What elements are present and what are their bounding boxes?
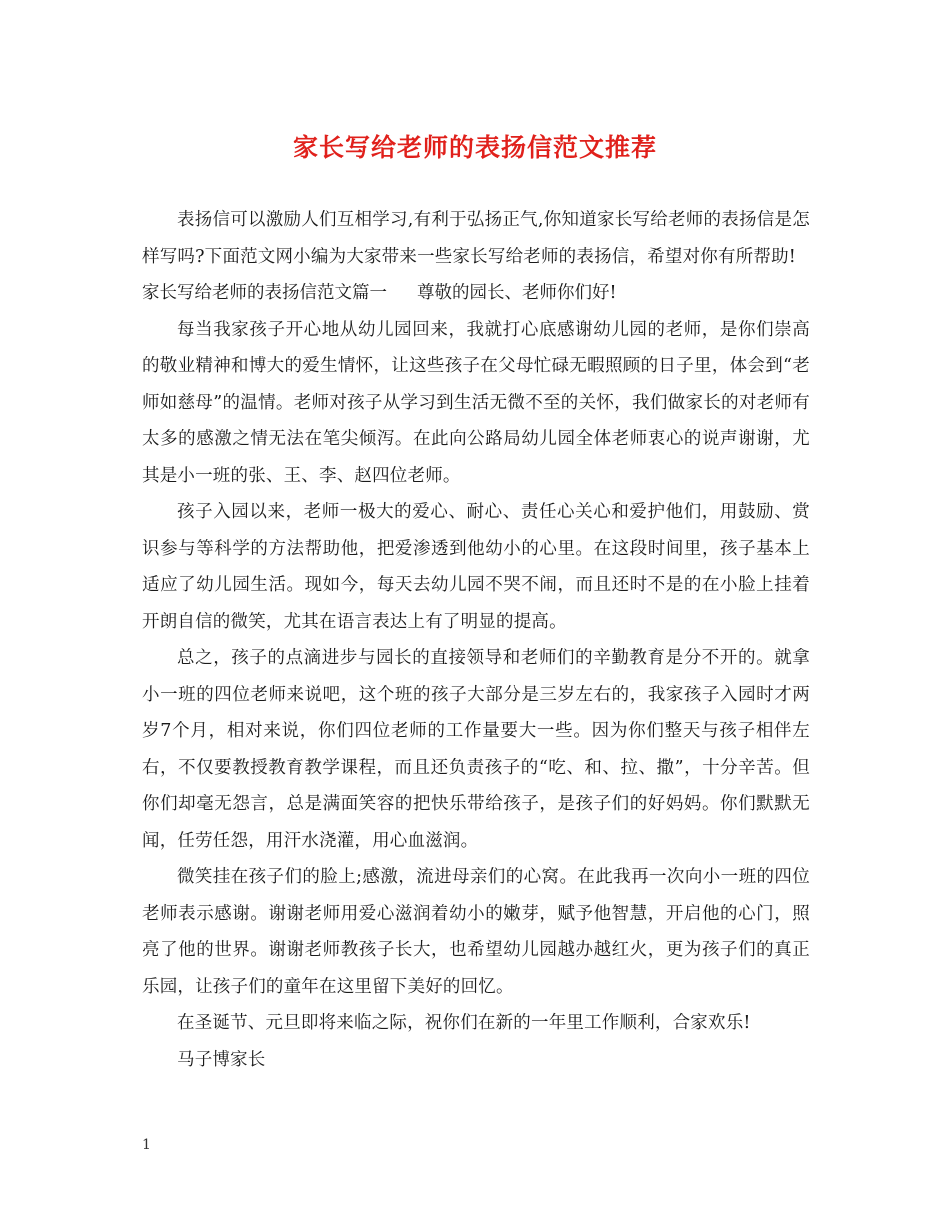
body-paragraph: 孩子入园以来，老师一极大的爱心、耐心、责任心关心和爱护他们，用鼓励、赏识参与等科学的方法帮助他，把爱渗透到他幼小的心里。在这段时间里，孩子基本上适应了幼儿园生活。现如今，每天去幼儿园不哭不闹，而且还时不是的在小脸上挂着开朗自信的微笑，尤其在语言表达上有了明显的提高。 [142,502,810,632]
section-heading-line [142,275,810,312]
signature: 马子博家长 [177,1049,266,1070]
document-body [142,202,810,1078]
intro-paragraph: 表扬信可以激励人们互相学习,有利于弘扬正气,你知道家长写给老师的表扬信是怎样写吗?下面范文网小编为大家带来一些家长写给老师的表扬信，希望对你有所帮助! [142,210,810,267]
body-paragraph: 每当我家孩子开心地从幼儿园回来，我就打心底感谢幼儿园的老师，是你们崇高的敬业精神和博大的爱生情怀，让这些孩子在父母忙碌无暇照顾的日子里，体会到“老师如慈母”的温情。老师对孩子从学习到生活无微不至的关怀，我们做家长的对老师有太多的感激之情无法在笔尖倾泻。在此向公路局幼儿园全体老师衷心的说声谢谢，尤其是小一班的张、王、李、赵四位老师。 [142,319,810,486]
document-title: 家长写给老师的表扬信范文推荐 [292,133,657,162]
section-heading: 家长写给老师的表扬信范文篇一 [142,283,387,303]
page-number: 1 [142,1137,151,1153]
body-paragraph: 微笑挂在孩子们的脸上;感激，流进母亲们的心窝。在此我再一次向小一班的四位老师表示感谢。谢谢老师用爱心滋润着幼小的嫩芽，赋予他智慧，开启他的心门，照亮了他的世界。谢谢老师教孩子长大，也希望幼儿园越办越红火，更为孩子们的真正乐园，让孩子们的童年在这里留下美好的回忆。 [142,867,810,997]
body-paragraph: 总之，孩子的点滴进步与园长的直接领导和老师们的辛勤教育是分不开的。就拿小一班的四位老师来说吧，这个班的孩子大部分是三岁左右的，我家孩子入园时才两岁7个月，相对来说，你们四位老师的工作量要大一些。因为你们整天与孩子相伴左右，不仅要教授教育教学课程，而且还负责孩子的“吃、和、拉、撒”，十分辛苦。但你们却毫无怨言，总是满面笑容的把快乐带给孩子，是孩子们的好妈妈。你们默默无闻，任劳任怨，用汗水浇灌，用心血滋润。 [142,648,810,851]
salutation: 尊敬的园长、老师你们好! [417,283,617,303]
closing-wish: 在圣诞节、元旦即将来临之际，祝你们在新的一年里工作顺利，合家欢乐! [177,1013,751,1033]
